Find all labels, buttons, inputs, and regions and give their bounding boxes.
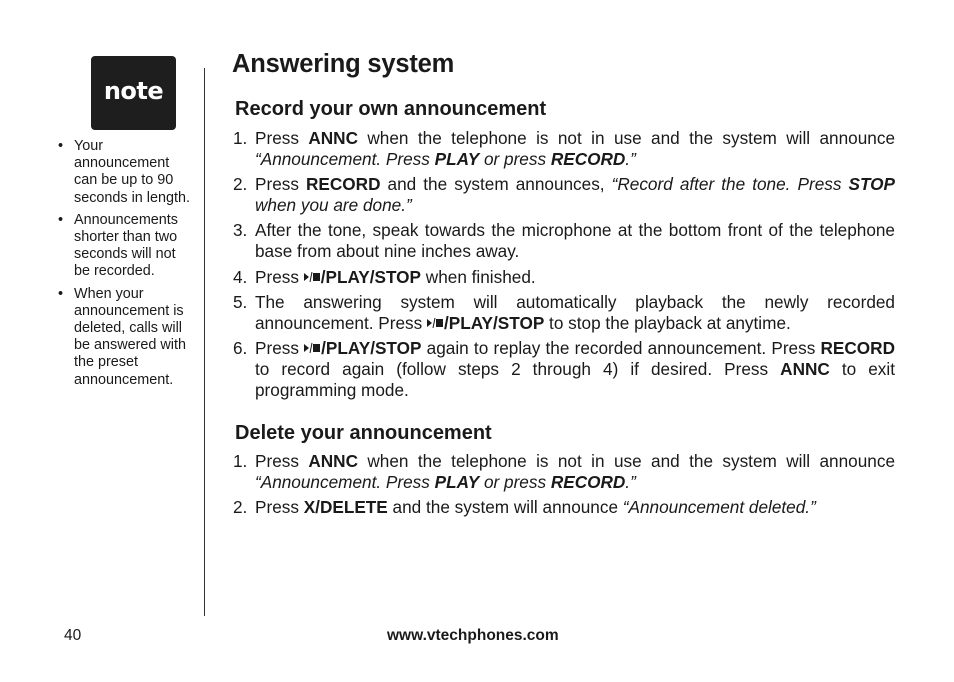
sidebar-note: • Announcements shorter than two seconds will not be recorded. [58,212,192,281]
sidebar-note: • Your announcement can be up to 90 seconds in length. [58,138,192,207]
play-stop-icon [304,271,320,283]
delete-steps [233,451,895,523]
delete-step-2: 2. Press X/DELETE and the system will announce “Announcement deleted.” [233,497,816,518]
delete-section-heading: Delete your announcement [235,422,492,444]
record-step-5: 5. The answering system will automatically playback the newly recorded announcement. Press /PLAY/STOP to stop the playback at anytime. [233,292,895,333]
record-step-2: 2. Press RECORD and the system announces, “Record after the tone. Press STOP when you are done.” [233,174,895,215]
record-step-1: 1. Press ANNC when the telephone is not in use and the system will announce “Announcement. Press PLAY or press RECORD.” [233,128,896,169]
record-step-4: 4. Press /PLAY/STOP when finished. [233,266,536,287]
sidebar-notes [58,138,192,394]
record-step-6: 6. Press /PLAY/STOP again to replay the recorded announcement. Press RECORD to record again (follow steps 2 through 4) if desired. Press ANNC to exit programming mode. [233,338,895,400]
record-step-3: 3. After the tone, speak towards the microphone at the bottom front of the telephone base from about nine inches away. [233,220,895,261]
page-title: Answering system [232,50,455,78]
footer-url: www.vtechphones.com [387,627,559,644]
record-section-heading: Record your own announcement [235,98,547,120]
note-badge [91,56,176,130]
vertical-divider [204,68,205,616]
record-steps [233,128,895,405]
page-number: 40 [64,627,82,644]
delete-step-1: 1. Press ANNC when the telephone is not in use and the system will announce “Announcement. Press PLAY or press RECORD.” [233,451,896,492]
note-badge-label: note [103,77,164,105]
sidebar-note: • When your announcement is deleted, calls will be answered with the preset announcement. [58,286,192,389]
play-stop-icon [304,342,320,354]
play-stop-icon [427,317,443,329]
